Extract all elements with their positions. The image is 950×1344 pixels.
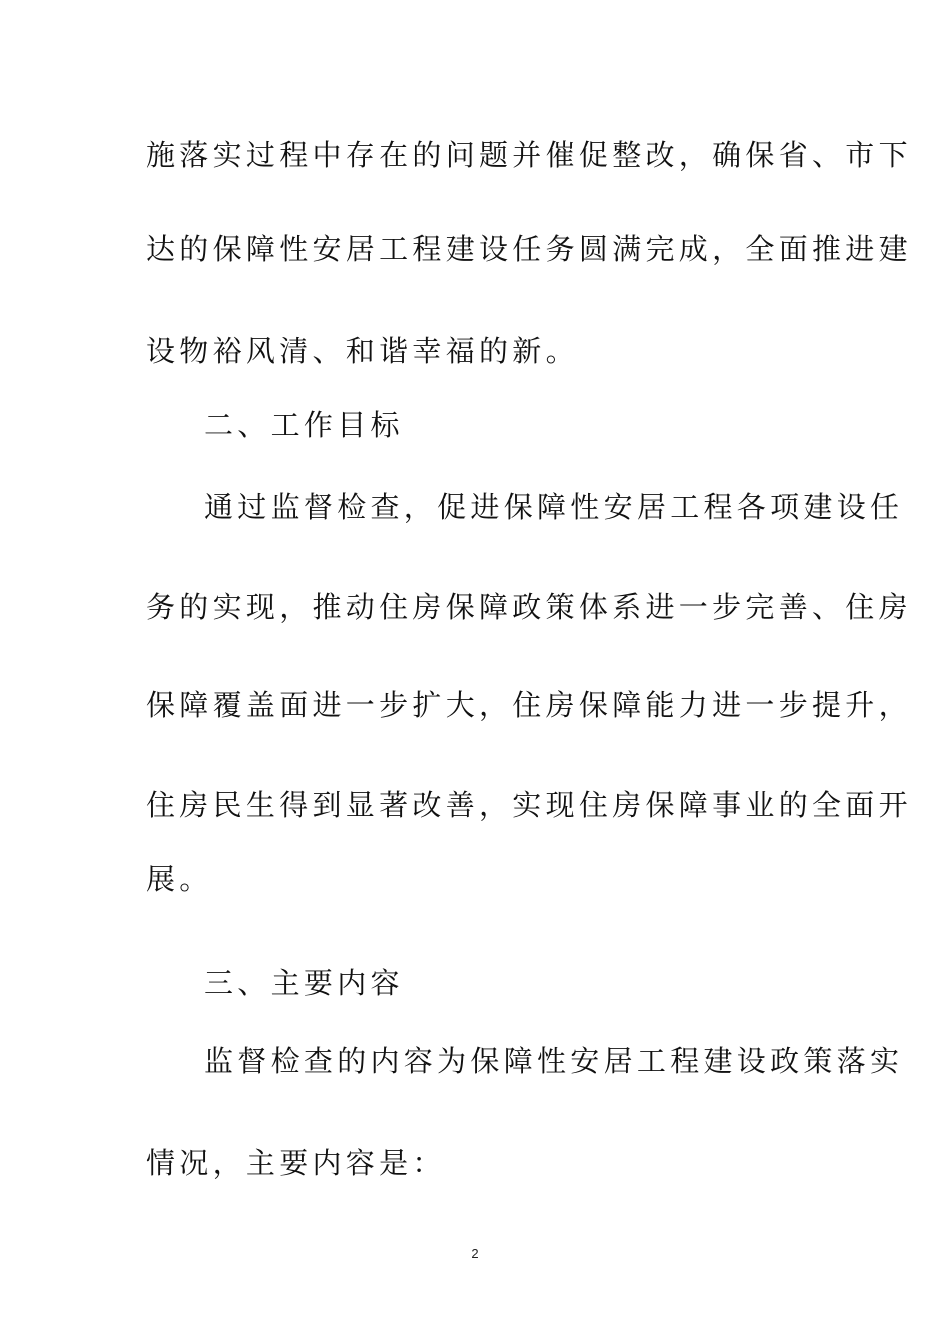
paragraph-2-line-5: 展。 [146,862,213,896]
page-number: 2 [471,1246,479,1261]
paragraph-2-line-2: 务的实现，推动住房保障政策体系进一步完善、住房 [146,590,912,624]
paragraph-1-line-3: 设物裕风清、和谐幸福的新。 [146,334,579,368]
section-heading-content: 三、主要内容 [204,966,404,1000]
section-heading-goals: 二、工作目标 [204,408,404,442]
paragraph-3-line-1: 监督检查的内容为保障性安居工程建设政策落实 [204,1044,904,1078]
paragraph-3-line-2: 情况，主要内容是： [146,1146,446,1180]
paragraph-1-line-2: 达的保障性安居工程建设任务圆满完成，全面推进建 [146,232,912,266]
paragraph-1-line-1: 施落实过程中存在的问题并催促整改，确保省、市下 [146,138,912,172]
paragraph-2-line-3: 保障覆盖面进一步扩大，住房保障能力进一步提升， [146,688,912,722]
paragraph-2-line-4: 住房民生得到显著改善，实现住房保障事业的全面开 [146,788,912,822]
paragraph-2-line-1: 通过监督检查，促进保障性安居工程各项建设任 [204,490,904,524]
